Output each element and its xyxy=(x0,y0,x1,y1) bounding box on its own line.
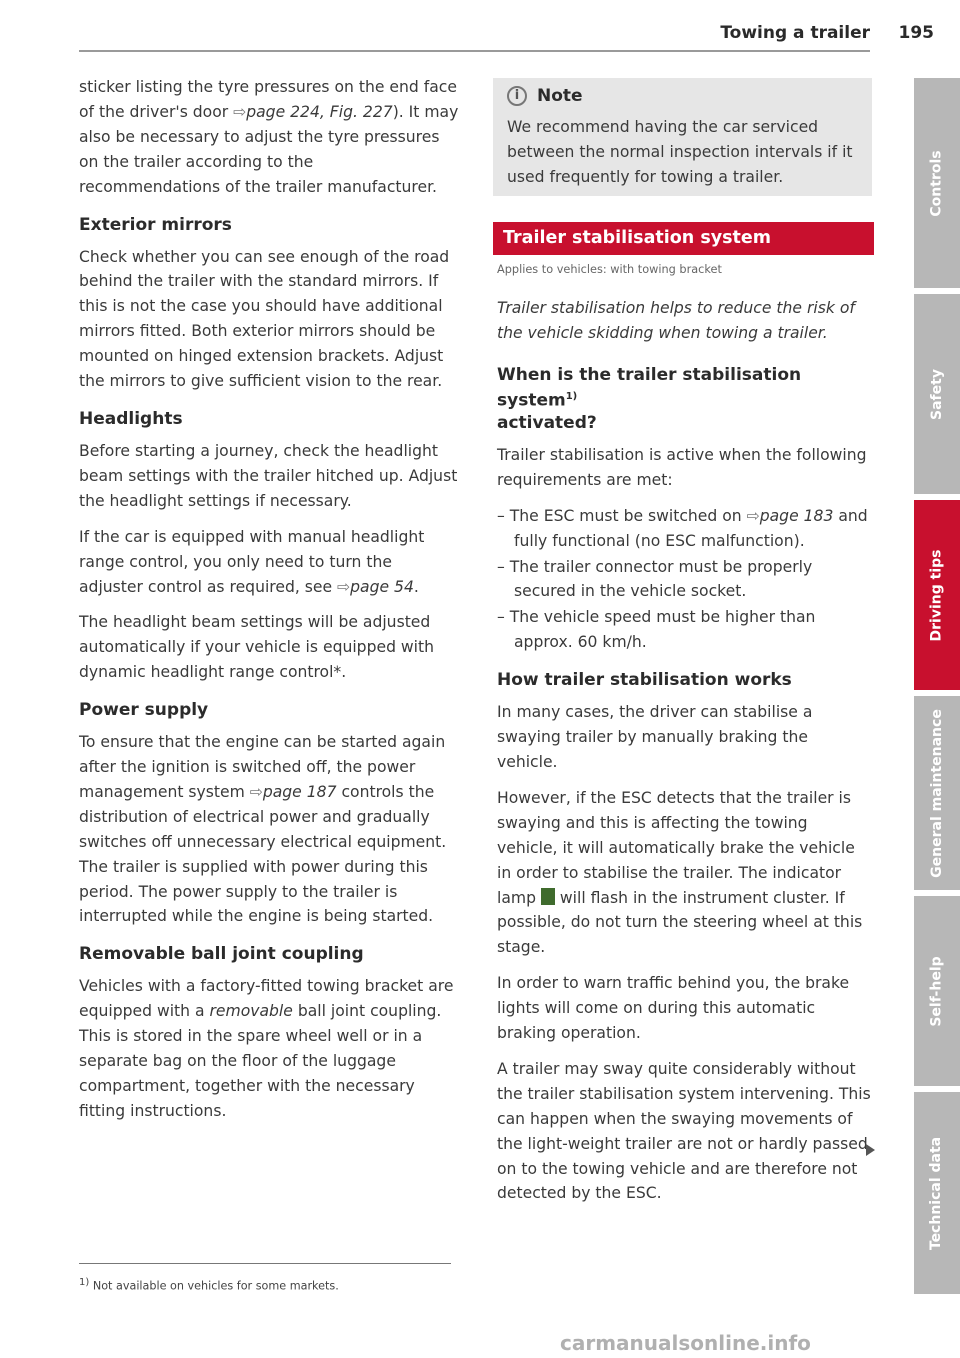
how-paragraph-4: A trailer may sway quite considerably without the trailer stabilisation system intervening. This can happen when the swaying movements of the light-weight trailer are not or hardly passed on to the towing vehicle and are therefore not detected by the ESC. xyxy=(497,1059,871,1203)
page-reference-text: page 183 xyxy=(759,506,834,525)
heading-when-activated xyxy=(497,364,872,434)
page-reference-link[interactable] xyxy=(337,578,414,596)
footnote-divider xyxy=(79,1263,451,1264)
heading-when-text-2: activated? xyxy=(497,412,597,433)
when-paragraph: Trailer stabilisation is active when the following requirements are met: xyxy=(497,445,867,489)
footnote-text: Not available on vehicles for some markets. xyxy=(92,1279,339,1293)
tab-label: Controls xyxy=(928,149,945,217)
ball-emphasis: removable xyxy=(209,1002,293,1021)
tab-general-maintenance[interactable] xyxy=(914,696,960,890)
tab-label: Technical data xyxy=(928,1136,945,1250)
tab-label: General maintenance xyxy=(928,708,945,878)
headlights-paragraph-3: The headlight beam settings will be adjusted automatically if your vehicle is equipped with dynamic headlight range control*. xyxy=(79,613,435,682)
right-column xyxy=(497,78,872,1217)
footnote-mark: 1) xyxy=(79,1277,90,1288)
section-title-bar: Trailer stabilisation system xyxy=(493,222,874,255)
headlights-text: If the car is equipped with manual headlight range control, you only need to turn the adjuster control as required, see xyxy=(79,527,425,596)
heading-when-text: When is the trailer stabilisation system xyxy=(497,365,802,411)
heading-headlights: Headlights xyxy=(79,408,183,429)
headlights-paragraph-1: Before starting a journey, check the headlight beam settings with the trailer hitched up. Adjust the headlight settings if necessary. xyxy=(79,441,458,510)
page-reference-link[interactable] xyxy=(250,783,337,801)
watermark: carmanualsonline.info xyxy=(560,1331,811,1355)
list-item: – The trailer connector must be properly secured in the vehicle socket. xyxy=(497,557,813,601)
mirrors-paragraph: Check whether you can see enough of the road behind the trailer with the standard mirrors. If this is not the case you should have additional mirrors fitted. Both exterior mirrors should be mounted on hinged extension brackets. Adjust the mirrors to give sufficient vision to the rear. xyxy=(79,247,450,391)
note-header xyxy=(507,84,862,109)
heading-power-supply: Power supply xyxy=(79,700,209,721)
tab-controls[interactable] xyxy=(914,78,960,288)
tab-safety[interactable] xyxy=(914,294,960,494)
requirements-list xyxy=(497,504,872,655)
ball-joint-paragraph xyxy=(79,974,459,1123)
intro-paragraph xyxy=(79,75,459,200)
page-number: 195 xyxy=(898,23,934,43)
header-divider xyxy=(79,50,870,52)
applies-to-line: Applies to vehicles: with towing bracket xyxy=(497,262,722,276)
note-body: We recommend having the car serviced between the normal inspection intervals if it used frequently for towing a trailer. xyxy=(507,117,853,186)
power-paragraph xyxy=(79,730,459,929)
arrow-right-icon: ⇨ xyxy=(337,577,351,596)
info-icon: i xyxy=(507,86,527,106)
list-item-text-end: and fully functional (no ESC malfunction). xyxy=(514,506,868,550)
page-reference-text: page 224, Fig. 227 xyxy=(246,102,393,121)
tab-self-help[interactable] xyxy=(914,896,960,1086)
lead-paragraph: Trailer stabilisation helps to reduce the risk of the vehicle skidding when towing a trailer. xyxy=(497,299,855,343)
how-text: However, if the ESC detects that the trailer is swaying and this is affecting the towing vehicle, it will automatically brake the vehicle in order to stabilise the trailer. The indicator lamp xyxy=(497,788,855,907)
left-column xyxy=(79,75,459,1135)
headlights-paragraph-2 xyxy=(79,525,459,600)
list-item: – The vehicle speed must be higher than approx. 60 km/h. xyxy=(497,608,816,652)
intro-text-end: ). It may also be necessary to adjust the tyre pressures on the trailer according to the recommendations of the trailer manufacturer. xyxy=(79,102,459,196)
tab-driving-tips[interactable] xyxy=(914,500,960,690)
heading-exterior-mirrors: Exterior mirrors xyxy=(79,214,232,235)
tab-label: Driving tips xyxy=(928,549,945,641)
ball-text: Vehicles with a factory-fitted towing bracket are equipped with a xyxy=(79,977,454,1021)
how-paragraph-2 xyxy=(497,786,872,960)
list-item-text: – The ESC must be switched on xyxy=(497,506,747,525)
ball-text-end: ball joint coupling. This is stored in the spare wheel well or in a separate bag on the floor of the luggage compartment, together with the necessary fitting instructions. xyxy=(79,1002,442,1120)
note-box xyxy=(493,78,872,196)
tab-label: Safety xyxy=(928,368,945,420)
continue-arrow-icon xyxy=(866,1144,875,1156)
intro-text: sticker listing the tyre pressures on the end face of the driver's door xyxy=(79,78,457,121)
list-item xyxy=(497,504,872,554)
tab-label: Self-help xyxy=(928,955,945,1027)
power-text-end: controls the distribution of electrical power and gradually switches off unnecessary electrical equipment. The trailer is supplied with power during this period. The power supply to the trailer is interrupted while the engine is being started. xyxy=(79,782,447,926)
running-header-title: Towing a trailer xyxy=(720,23,870,43)
how-text-end: will flash in the instrument cluster. If possible, do not turn the steering wheel at this stage. xyxy=(497,888,863,957)
how-paragraph-1: In many cases, the driver can stabilise a swaying trailer by manually braking the vehicle. xyxy=(497,703,813,771)
heading-how-it-works: How trailer stabilisation works xyxy=(497,670,792,691)
page-reference-link[interactable] xyxy=(747,507,834,525)
headlights-text-end: . xyxy=(413,577,419,596)
tab-technical-data[interactable] xyxy=(914,1092,960,1294)
footnote-marker[interactable]: 1) xyxy=(565,391,578,403)
how-paragraph-3: In order to warn traffic behind you, the brake lights will come on during this automatic braking operation. xyxy=(497,974,850,1043)
page-reference-link[interactable] xyxy=(233,103,393,121)
arrow-right-icon: ⇨ xyxy=(746,506,760,525)
heading-ball-joint: Removable ball joint coupling xyxy=(79,944,364,965)
page-reference-text: page 187 xyxy=(262,782,337,801)
footnote xyxy=(79,1277,339,1293)
power-text: To ensure that the engine can be started again after the ignition is switched off, the power management system xyxy=(79,733,446,801)
trailer-warning-lamp-icon xyxy=(541,888,555,905)
note-title: Note xyxy=(537,86,583,106)
arrow-right-icon: ⇨ xyxy=(249,782,263,801)
page-reference-text: page 54 xyxy=(350,577,414,596)
arrow-right-icon: ⇨ xyxy=(233,102,247,121)
